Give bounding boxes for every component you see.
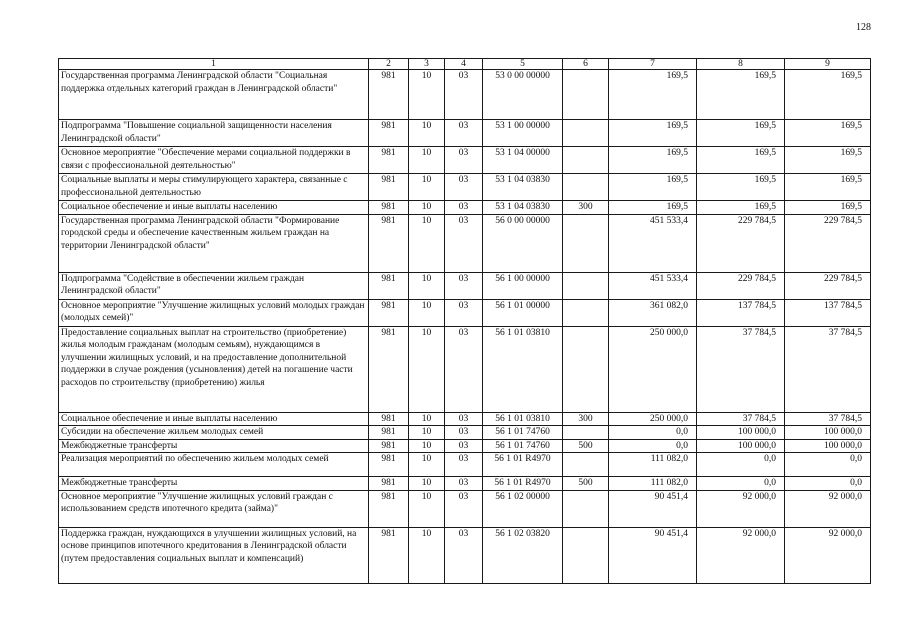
table-row — [59, 201, 871, 215]
amount-year2: 169,5 — [697, 174, 785, 201]
target-article: 56 1 02 03820 — [483, 527, 563, 583]
table-row — [59, 527, 871, 583]
amount-year3: 169,5 — [785, 174, 871, 201]
section-code: 10 — [409, 120, 445, 147]
table-row — [59, 147, 871, 174]
target-article: 56 1 01 00000 — [483, 299, 563, 326]
expense-type — [563, 426, 609, 440]
subsection-code: 03 — [445, 426, 483, 440]
expense-type — [563, 147, 609, 174]
amount-year2: 37 784,5 — [697, 326, 785, 412]
row-name: Социальное обеспечение и иные выплаты населению — [59, 412, 369, 426]
section-code: 10 — [409, 426, 445, 440]
row-name: Подпрограмма "Повышение социальной защищенности населения Ленинградской области" — [59, 120, 369, 147]
subsection-code: 03 — [445, 299, 483, 326]
table-row — [59, 120, 871, 147]
subsection-code: 03 — [445, 490, 483, 527]
expense-type: 300 — [563, 412, 609, 426]
amount-year2: 92 000,0 — [697, 527, 785, 583]
col-header: 9 — [785, 59, 871, 70]
section-code: 10 — [409, 147, 445, 174]
table-row — [59, 174, 871, 201]
section-code: 10 — [409, 326, 445, 412]
amount-year1: 90 451,4 — [609, 490, 697, 527]
amount-year3: 92 000,0 — [785, 490, 871, 527]
amount-year2: 229 784,5 — [697, 272, 785, 299]
col-header: 6 — [563, 59, 609, 70]
expense-type — [563, 120, 609, 147]
amount-year3: 100 000,0 — [785, 426, 871, 440]
grbs-code: 981 — [369, 147, 409, 174]
row-name: Межбюджетные трансферты — [59, 477, 369, 491]
grbs-code: 981 — [369, 527, 409, 583]
target-article: 53 1 04 00000 — [483, 147, 563, 174]
row-name: Предоставление социальных выплат на строительство (приобретение) жилья молодым гражданам (молодым семьям), нуждающимся в улучшении жилищных условий, и на предоставление дополнительной поддержки в случае рождения (усыновления) детей на погашение части расходов по строительству (приобретению) жилья — [59, 326, 369, 412]
amount-year2: 169,5 — [697, 70, 785, 120]
subsection-code: 03 — [445, 439, 483, 453]
amount-year3: 100 000,0 — [785, 439, 871, 453]
table-row — [59, 299, 871, 326]
amount-year1: 250 000,0 — [609, 326, 697, 412]
expense-type: 500 — [563, 477, 609, 491]
grbs-code: 981 — [369, 326, 409, 412]
amount-year1: 169,5 — [609, 70, 697, 120]
header-row — [59, 59, 871, 70]
subsection-code: 03 — [445, 527, 483, 583]
amount-year3: 92 000,0 — [785, 527, 871, 583]
grbs-code: 981 — [369, 272, 409, 299]
subsection-code: 03 — [445, 147, 483, 174]
expense-type: 500 — [563, 439, 609, 453]
target-article: 56 1 01 74760 — [483, 426, 563, 440]
amount-year3: 0,0 — [785, 453, 871, 477]
expense-type — [563, 174, 609, 201]
target-article: 56 1 02 00000 — [483, 490, 563, 527]
grbs-code: 981 — [369, 439, 409, 453]
amount-year3: 0,0 — [785, 477, 871, 491]
amount-year3: 169,5 — [785, 70, 871, 120]
amount-year1: 90 451,4 — [609, 527, 697, 583]
table-row — [59, 490, 871, 527]
target-article: 56 0 00 00000 — [483, 214, 563, 272]
row-name: Подпрограмма "Содействие в обеспечении жильем граждан Ленинградской области" — [59, 272, 369, 299]
expense-type — [563, 70, 609, 120]
amount-year2: 92 000,0 — [697, 490, 785, 527]
row-name: Социальное обеспечение и иные выплаты населению — [59, 201, 369, 215]
section-code: 10 — [409, 272, 445, 299]
subsection-code: 03 — [445, 174, 483, 201]
amount-year1: 451 533,4 — [609, 272, 697, 299]
expense-type: 300 — [563, 201, 609, 215]
amount-year1: 169,5 — [609, 147, 697, 174]
amount-year1: 0,0 — [609, 439, 697, 453]
subsection-code: 03 — [445, 326, 483, 412]
target-article: 56 1 01 03810 — [483, 412, 563, 426]
table-row — [59, 214, 871, 272]
amount-year1: 361 082,0 — [609, 299, 697, 326]
grbs-code: 981 — [369, 412, 409, 426]
subsection-code: 03 — [445, 272, 483, 299]
amount-year2: 0,0 — [697, 453, 785, 477]
grbs-code: 981 — [369, 299, 409, 326]
section-code: 10 — [409, 453, 445, 477]
expense-type — [563, 527, 609, 583]
section-code: 10 — [409, 439, 445, 453]
grbs-code: 981 — [369, 120, 409, 147]
section-code: 10 — [409, 412, 445, 426]
amount-year2: 0,0 — [697, 477, 785, 491]
section-code: 10 — [409, 490, 445, 527]
col-header: 3 — [409, 59, 445, 70]
col-header: 4 — [445, 59, 483, 70]
table-row — [59, 477, 871, 491]
row-name: Социальные выплаты и меры стимулирующего характера, связанные с профессиональной деятельностью — [59, 174, 369, 201]
table-row — [59, 426, 871, 440]
amount-year1: 169,5 — [609, 201, 697, 215]
row-name: Субсидии на обеспечение жильем молодых семей — [59, 426, 369, 440]
row-name: Межбюджетные трансферты — [59, 439, 369, 453]
amount-year1: 0,0 — [609, 426, 697, 440]
subsection-code: 03 — [445, 453, 483, 477]
table-row — [59, 326, 871, 412]
amount-year2: 169,5 — [697, 120, 785, 147]
target-article: 53 1 00 00000 — [483, 120, 563, 147]
section-code: 10 — [409, 201, 445, 215]
col-header: 5 — [483, 59, 563, 70]
amount-year1: 111 082,0 — [609, 477, 697, 491]
table-row — [59, 70, 871, 120]
grbs-code: 981 — [369, 490, 409, 527]
expense-type — [563, 490, 609, 527]
section-code: 10 — [409, 299, 445, 326]
amount-year2: 137 784,5 — [697, 299, 785, 326]
target-article: 53 1 04 03830 — [483, 174, 563, 201]
amount-year1: 451 533,4 — [609, 214, 697, 272]
amount-year2: 37 784,5 — [697, 412, 785, 426]
budget-table — [58, 58, 871, 584]
table-row — [59, 412, 871, 426]
amount-year2: 100 000,0 — [697, 439, 785, 453]
col-header: 7 — [609, 59, 697, 70]
table-row — [59, 439, 871, 453]
expense-type — [563, 326, 609, 412]
row-name: Основное мероприятие "Обеспечение мерами социальной поддержки в связи с профессиональной деятельностью" — [59, 147, 369, 174]
row-name: Государственная программа Ленинградской области "Социальная поддержка отдельных категорий граждан в Ленинградской области" — [59, 70, 369, 120]
amount-year1: 111 082,0 — [609, 453, 697, 477]
target-article: 56 1 01 74760 — [483, 439, 563, 453]
section-code: 10 — [409, 174, 445, 201]
amount-year3: 137 784,5 — [785, 299, 871, 326]
section-code: 10 — [409, 477, 445, 491]
row-name: Поддержка граждан, нуждающихся в улучшении жилищных условий, на основе принципов ипотечного кредитования в Ленинградской области (путем предоставления социальных выплат и компенсаций) — [59, 527, 369, 583]
grbs-code: 981 — [369, 70, 409, 120]
subsection-code: 03 — [445, 412, 483, 426]
amount-year3: 229 784,5 — [785, 272, 871, 299]
amount-year3: 169,5 — [785, 147, 871, 174]
subsection-code: 03 — [445, 70, 483, 120]
amount-year3: 229 784,5 — [785, 214, 871, 272]
target-article: 53 0 00 00000 — [483, 70, 563, 120]
section-code: 10 — [409, 527, 445, 583]
target-article: 56 1 00 00000 — [483, 272, 563, 299]
amount-year2: 100 000,0 — [697, 426, 785, 440]
grbs-code: 981 — [369, 201, 409, 215]
amount-year3: 169,5 — [785, 120, 871, 147]
subsection-code: 03 — [445, 201, 483, 215]
grbs-code: 981 — [369, 214, 409, 272]
page-number: 128 — [856, 22, 871, 33]
expense-type — [563, 214, 609, 272]
amount-year1: 169,5 — [609, 120, 697, 147]
amount-year3: 37 784,5 — [785, 326, 871, 412]
col-header: 2 — [369, 59, 409, 70]
grbs-code: 981 — [369, 174, 409, 201]
col-header: 1 — [59, 59, 369, 70]
section-code: 10 — [409, 214, 445, 272]
table-row — [59, 453, 871, 477]
section-code: 10 — [409, 70, 445, 120]
target-article: 53 1 04 03830 — [483, 201, 563, 215]
grbs-code: 981 — [369, 426, 409, 440]
amount-year1: 169,5 — [609, 174, 697, 201]
expense-type — [563, 453, 609, 477]
subsection-code: 03 — [445, 214, 483, 272]
amount-year2: 169,5 — [697, 201, 785, 215]
grbs-code: 981 — [369, 453, 409, 477]
expense-type — [563, 299, 609, 326]
target-article: 56 1 01 R4970 — [483, 453, 563, 477]
row-name: Реализация мероприятий по обеспечению жильем молодых семей — [59, 453, 369, 477]
table-row — [59, 272, 871, 299]
target-article: 56 1 01 03810 — [483, 326, 563, 412]
col-header: 8 — [697, 59, 785, 70]
subsection-code: 03 — [445, 120, 483, 147]
amount-year1: 250 000,0 — [609, 412, 697, 426]
row-name: Государственная программа Ленинградской области "Формирование городской среды и обеспечение качественным жильем граждан на территории Ленинградской области" — [59, 214, 369, 272]
amount-year3: 37 784,5 — [785, 412, 871, 426]
expense-type — [563, 272, 609, 299]
row-name: Основное мероприятие "Улучшение жилищных условий граждан с использованием средств ипотечного кредита (займа)" — [59, 490, 369, 527]
amount-year2: 229 784,5 — [697, 214, 785, 272]
amount-year2: 169,5 — [697, 147, 785, 174]
amount-year3: 169,5 — [785, 201, 871, 215]
grbs-code: 981 — [369, 477, 409, 491]
subsection-code: 03 — [445, 477, 483, 491]
target-article: 56 1 01 R4970 — [483, 477, 563, 491]
row-name: Основное мероприятие "Улучшение жилищных условий молодых граждан (молодых семей)" — [59, 299, 369, 326]
